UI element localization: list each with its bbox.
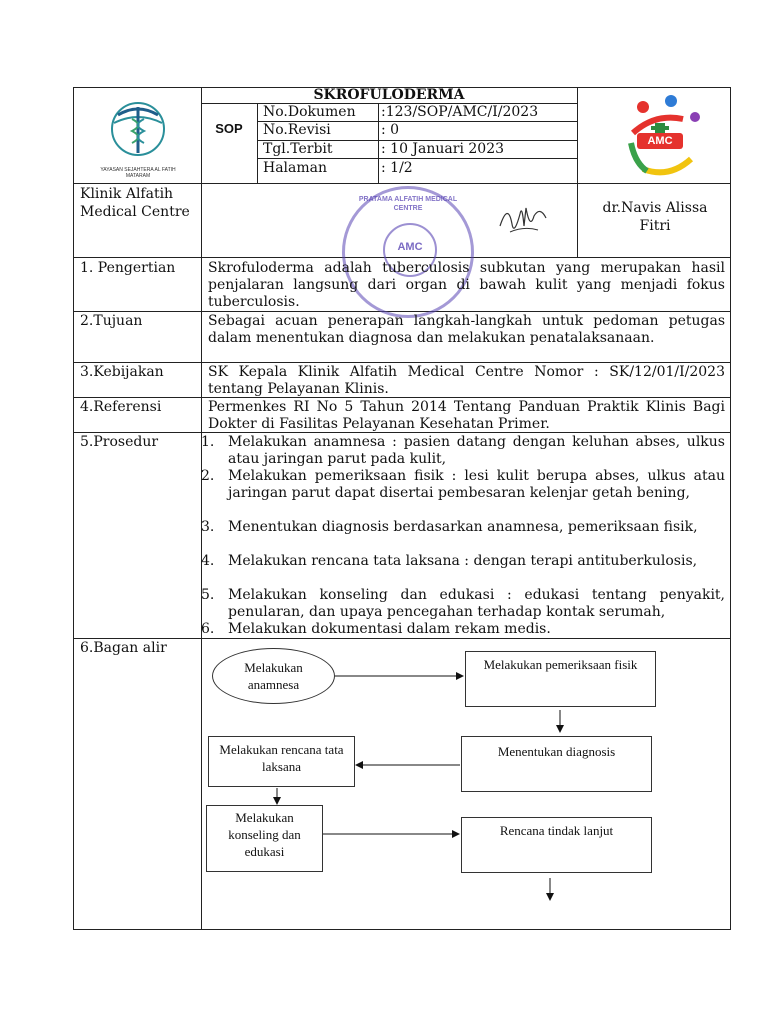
procedure-step	[201, 621, 725, 638]
label-referensi: 4.Referensi	[80, 399, 162, 415]
procedure-step	[201, 434, 725, 468]
meta-label-revisi: No.Revisi	[263, 122, 331, 138]
meta-value-terbit: : 10 Januari 2023	[381, 141, 505, 157]
procedure-step	[201, 553, 725, 570]
step-number: 5.	[201, 587, 215, 603]
amc-logo-text: AMC	[647, 135, 673, 147]
text-pengertian: Skrofuloderma adalah tuberculosis subkutan yang merupakan hasil penjalaran langsung dari organ di bawah kulit yang menjadi fokus tuberculosis.	[208, 260, 725, 310]
flow-node-tindak-lanjut	[461, 817, 652, 873]
foundation-logo-caption: YAYASAN SEJAHTERA AL FATIH	[100, 167, 176, 173]
meta-value-revisi: : 0	[381, 122, 400, 138]
foundation-logo	[78, 93, 198, 181]
stamp-ring-text: PRATAMA ALFATIH MEDICAL CENTRE	[358, 196, 458, 212]
text-tujuan: Sebagai acuan penerapan langkah-langkah untuk pedoman petugas dalam menentukan diagnosa dan melakukan penatalaksanaan.	[208, 313, 725, 346]
signatory-name: dr.Navis Alissa Fitri	[602, 200, 708, 234]
step-text: Menentukan diagnosis berdasarkan anamnesa, pemeriksaan fisik,	[228, 519, 698, 535]
flow-node-rencana	[208, 736, 355, 787]
caduceus-icon	[78, 93, 198, 163]
step-text: Melakukan konseling dan edukasi : edukasi tentang penyakit, penularan, dan upaya pencegahan terhadap kontak serumah,	[228, 587, 725, 620]
flow-node-label: Melakukan konseling dan edukasi	[228, 810, 301, 859]
meta-label-halaman: Halaman	[263, 160, 328, 176]
step-text: Melakukan dokumentasi dalam rekam medis.	[228, 621, 551, 637]
label-tujuan: 2.Tujuan	[80, 313, 143, 329]
meta-value-halaman: : 1/2	[381, 160, 413, 176]
procedure-step	[201, 468, 725, 502]
flow-node-diagnosis	[461, 736, 652, 792]
procedure-step	[201, 587, 725, 621]
document-title: SKROFULODERMA	[313, 87, 465, 103]
procedure-step	[201, 519, 725, 536]
stamp-center-text: AMC	[397, 241, 423, 253]
text-kebijakan: SK Kepala Klinik Alfatih Medical Centre Nomor : SK/12/01/I/2023 tentang Pelayanan Klinis.	[208, 364, 725, 397]
label-bagan-alir: 6.Bagan alir	[80, 640, 167, 656]
step-number: 1.	[201, 434, 215, 450]
flow-node-label: Menentukan diagnosis	[497, 744, 616, 759]
signature-icon	[494, 196, 554, 242]
step-text: Melakukan pemeriksaan fisik : lesi kulit berupa abses, ulkus atau jaringan parut dapat disertai pembesaran kelenjar getah bening,	[228, 468, 725, 501]
label-pengertian: 1. Pengertian	[80, 260, 176, 276]
flow-node-label: Rencana tindak lanjut	[499, 823, 614, 838]
meta-label-terbit: Tgl.Terbit	[263, 141, 333, 157]
foundation-logo-city: MATARAM	[125, 173, 151, 179]
amc-logo	[625, 93, 705, 179]
label-prosedur: 5.Prosedur	[80, 434, 159, 450]
meta-value-dokumen: :123/SOP/AMC/I/2023	[381, 104, 539, 120]
label-kebijakan: 3.Kebijakan	[80, 364, 164, 380]
clinic-name: Klinik Alfatih Medical Centre	[80, 186, 190, 220]
flow-node-pemeriksaan	[465, 651, 656, 707]
flow-node-anamnesa	[212, 648, 335, 704]
step-text: Melakukan rencana tata laksana : dengan terapi antituberkulosis,	[228, 553, 698, 569]
flow-node-konseling	[206, 805, 323, 872]
flow-node-label: Melakukan pemeriksaan fisik	[483, 657, 638, 672]
meta-label-dokumen: No.Dokumen	[263, 104, 356, 120]
sop-label: SOP	[215, 121, 243, 136]
step-number: 6.	[201, 621, 215, 637]
step-text: Melakukan anamnesa : pasien datang dengan keluhan abses, ulkus atau jaringan parut pada kulit,	[228, 434, 725, 467]
text-referensi: Permenkes RI No 5 Tahun 2014 Tentang Panduan Praktik Klinis Bagi Dokter di Fasilitas Pelayanan Kesehatan Primer.	[208, 399, 725, 432]
step-number: 2.	[201, 468, 215, 484]
flow-node-label: Melakukan rencana tata laksana	[219, 742, 344, 774]
step-number: 4.	[201, 553, 215, 569]
flow-node-label: Melakukan anamnesa	[244, 660, 303, 692]
step-number: 3.	[201, 519, 215, 535]
